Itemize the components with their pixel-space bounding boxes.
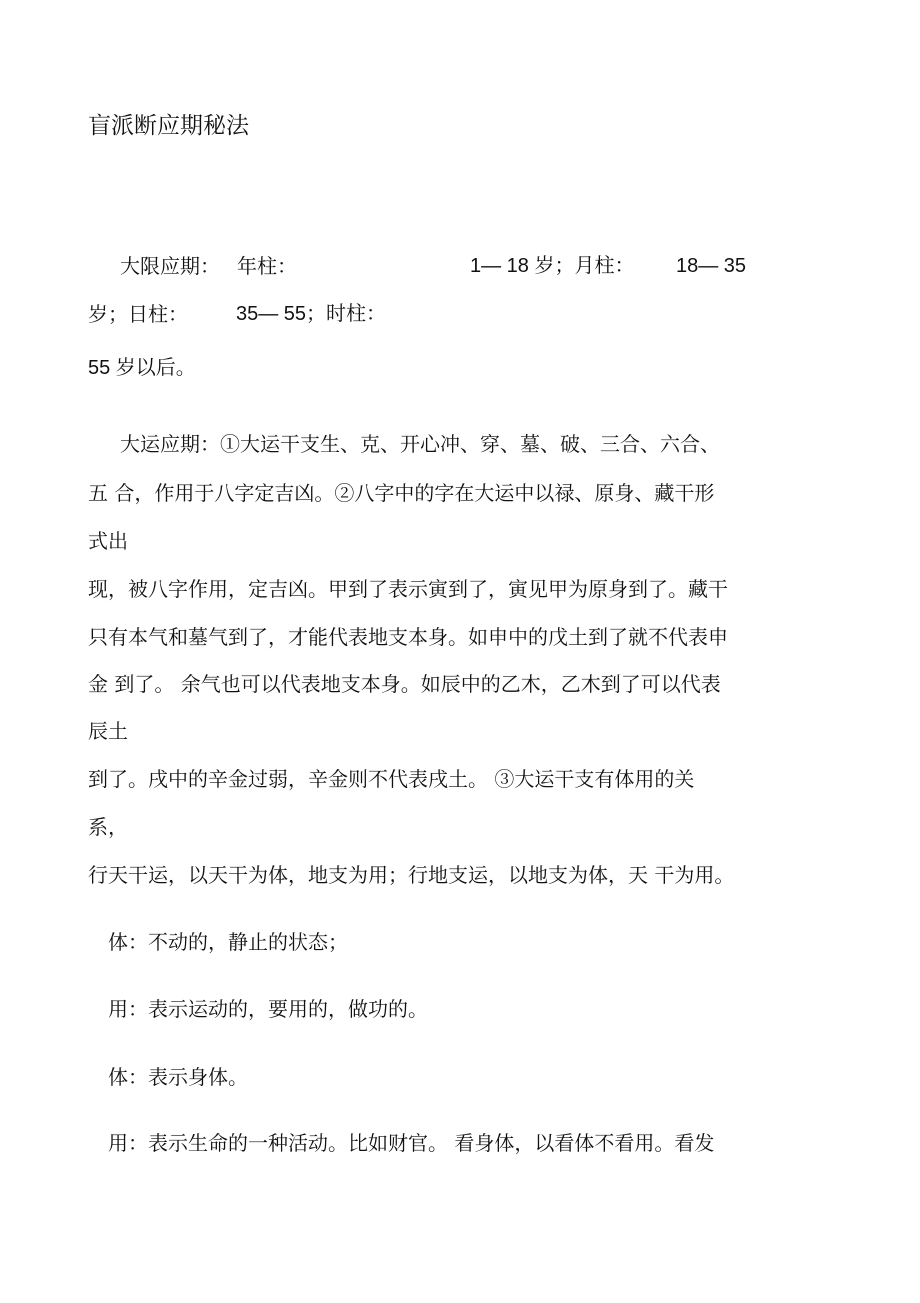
nianzhu-range: 1— 18 岁；月柱： xyxy=(470,255,635,277)
yuezhu-range: 18— 35 xyxy=(676,255,747,277)
tiyong-line-4: 用：表示生命的一种活动。比如财官。 看身体，以看体不看用。看发 xyxy=(108,1131,715,1155)
dayun-line-5: 只有本气和墓气到了，才能代表地支本身。如申中的戊土到了就不代表申 xyxy=(88,625,728,649)
dayun-line-3: 式出 xyxy=(88,529,128,553)
dayun-line-9: 系， xyxy=(88,815,128,839)
dayun-line-2: 五 合，作用于八字定吉凶。②八字中的字在大运中以禄、原身、藏干形 xyxy=(88,481,715,505)
dayun-line-7: 辰土 xyxy=(88,719,128,743)
rizhu-range: 35— 55；时柱： xyxy=(236,303,387,325)
dayun-line-1: 大运应期：①大运干支生、克、开心冲、穿、墓、破、三合、六合、 xyxy=(120,432,720,456)
tiyong-line-1: 体：不动的，静止的状态； xyxy=(108,930,348,954)
daxian-label: 大限应期： xyxy=(120,254,220,278)
shizhu-range: 55 岁以后。 xyxy=(88,357,196,379)
nianzhu-label: 年柱： xyxy=(237,254,297,278)
rizhu-label: 岁；日柱： xyxy=(88,302,188,326)
dayun-line-10: 行天干运，以天干为体，地支为用；行地支运，以地支为体，天 干为用。 xyxy=(88,863,735,887)
tiyong-line-2: 用：表示运动的，要用的，做功的。 xyxy=(108,997,428,1021)
dayun-line-6: 金 到了。 余气也可以代表地支本身。如辰中的乙木，乙木到了可以代表 xyxy=(88,672,721,696)
dayun-line-8: 到了。戌中的辛金过弱，辛金则不代表戌土。 ③大运干支有体用的关 xyxy=(88,767,695,791)
tiyong-line-3: 体：表示身体。 xyxy=(108,1065,248,1089)
page-title: 盲派断应期秘法 xyxy=(88,113,249,139)
dayun-line-4: 现，被八字作用，定吉凶。甲到了表示寅到了，寅见甲为原身到了。藏干 xyxy=(88,577,728,601)
